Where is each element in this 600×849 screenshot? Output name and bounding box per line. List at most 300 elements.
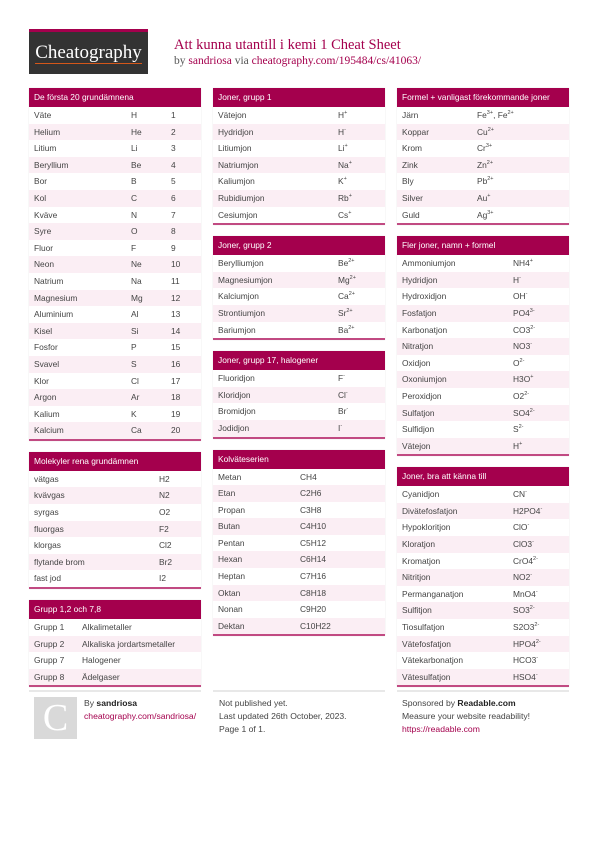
cell-formula	[154, 537, 201, 554]
cell-name: Hexan	[218, 554, 243, 565]
formula-base: Cu	[477, 126, 488, 137]
cell-name: Divätefosfatjon	[402, 505, 458, 516]
formula-base: O	[513, 357, 520, 368]
cell-formula	[508, 388, 569, 405]
formula-base: Li	[338, 143, 345, 154]
cell-name: Cesiumjon	[218, 209, 258, 220]
table-row	[397, 636, 569, 653]
cell-name: Natriumjon	[218, 159, 259, 170]
table-row	[397, 140, 569, 157]
formula-base: Cs	[338, 209, 349, 220]
charge-superscript: +	[348, 209, 352, 216]
cell-formula	[333, 255, 385, 272]
table-row	[213, 255, 385, 272]
cell-name: Sulfatjon	[402, 407, 435, 418]
author-link[interactable]: sandriosa	[188, 55, 232, 67]
cell-formula	[77, 619, 201, 636]
cell-name: Kloratjon	[402, 539, 436, 550]
cell-formula	[154, 487, 201, 504]
table-row	[29, 570, 201, 587]
cell-number: 1	[171, 110, 176, 120]
formula-base: CN	[513, 489, 526, 500]
cell-formula	[154, 570, 201, 587]
cell-number: 11	[171, 275, 180, 286]
table-row	[29, 173, 201, 190]
cell-name: Bor	[34, 176, 48, 187]
cell-formula	[508, 652, 569, 669]
footer-divider	[29, 690, 201, 692]
cell-formula	[333, 272, 385, 289]
cell-formula	[508, 619, 569, 636]
cell-number: 5	[171, 176, 176, 187]
footer-sponsor: Sponsored by Readable.com Measure your website readability! https://readable.com	[402, 698, 531, 734]
formula-base: HPO4	[513, 638, 536, 649]
cell-name: Kalium	[34, 408, 60, 419]
table-row	[29, 554, 201, 571]
cell-name: Svavel	[34, 358, 60, 369]
cell-name: Nitratjon	[402, 341, 434, 352]
cell-name: Hypokloritjon	[402, 522, 451, 533]
cell-name: Kalciumjon	[218, 291, 259, 302]
cell-name: Litium	[34, 143, 57, 154]
cell-name: Tiosulfatjon	[402, 622, 445, 633]
charge-superscript: 3+	[487, 209, 494, 216]
table-row	[397, 619, 569, 636]
cell-number: 8	[171, 226, 176, 237]
sponsor-name[interactable]: Readable.com	[457, 698, 516, 708]
section-title: Joner, grupp 17, halogener	[213, 351, 385, 370]
cell-formula	[508, 519, 569, 536]
formula-base: Pb	[477, 176, 488, 187]
footer-divider	[213, 690, 385, 692]
charge-superscript: -	[343, 373, 345, 380]
cell-formula	[472, 124, 569, 141]
column-2	[213, 88, 385, 647]
cell-symbol: Be	[131, 159, 142, 170]
cell-symbol: S	[131, 358, 137, 369]
charge-superscript: +	[348, 192, 352, 199]
cell-name: Sulfidjon	[402, 424, 435, 435]
formula-base: Ca	[338, 291, 349, 302]
table-row	[213, 305, 385, 322]
cell-formula	[295, 518, 385, 535]
cell-formula	[508, 438, 569, 455]
table-row	[397, 207, 569, 224]
formula-base: Zn	[477, 159, 487, 170]
formula-base: CO3	[513, 324, 531, 335]
table-row	[29, 223, 201, 240]
cell-name: Jodidjon	[218, 422, 250, 433]
charge-superscript: -	[525, 489, 527, 496]
formula-base: F2	[159, 523, 169, 534]
cell-number: 15	[171, 342, 181, 353]
charge-superscript: -	[540, 505, 543, 512]
cell-name: Nonan	[218, 604, 243, 615]
cell-name: Aluminium	[34, 309, 74, 320]
cell-name: Oxidjon	[402, 357, 431, 368]
cell-formula	[333, 403, 385, 420]
cell-number: 13	[171, 309, 181, 320]
cell-name: Klor	[34, 375, 49, 386]
formula-base: Rb	[338, 192, 349, 203]
table-row	[213, 585, 385, 602]
table-row	[213, 322, 385, 339]
cell-formula	[333, 420, 385, 437]
formula-base: C3H8	[300, 504, 322, 515]
table-row	[213, 124, 385, 141]
cell-formula	[508, 602, 569, 619]
formula-base: PO4	[513, 307, 530, 318]
charge-superscript: -	[519, 274, 521, 281]
formula-base: NO3	[513, 341, 531, 352]
cell-name: Vätejon	[402, 440, 431, 451]
charge-superscript: -	[530, 341, 533, 348]
cell-name: Vätefosfatjon	[402, 638, 451, 649]
cell-formula	[333, 140, 385, 157]
cell-symbol: B	[131, 176, 137, 187]
sponsor-link[interactable]: https://readable.com	[402, 724, 480, 734]
cell-formula	[333, 124, 385, 141]
cell-name: Koppar	[402, 126, 430, 137]
table-row	[29, 157, 201, 174]
section-title: Joner, grupp 2	[213, 236, 385, 255]
table-row	[29, 140, 201, 157]
table-row	[29, 256, 201, 273]
table-row	[213, 535, 385, 552]
cell-name: fluorgas	[34, 523, 64, 534]
charge-superscript: +	[529, 258, 533, 265]
cell-formula	[333, 370, 385, 387]
cell-symbol: Mg	[131, 292, 143, 303]
cell-formula	[472, 173, 569, 190]
cell-name: kvävgas	[34, 490, 65, 501]
formula-base: C6H14	[300, 554, 327, 565]
cell-name: syrgas	[34, 507, 59, 518]
table-row	[397, 405, 569, 422]
table-row	[397, 569, 569, 586]
cell-formula	[295, 585, 385, 602]
table-row	[213, 551, 385, 568]
formula-base: O2	[159, 507, 171, 518]
cell-formula	[295, 601, 385, 618]
section-title: De första 20 grundämnena	[29, 88, 201, 107]
cell-formula	[295, 485, 385, 502]
table-row	[29, 323, 201, 340]
cell-symbol: Cl	[131, 375, 139, 386]
formula-base: Au	[477, 192, 488, 203]
charge-superscript: -	[530, 572, 533, 579]
section-title: Joner, bra att känna till	[397, 467, 569, 486]
cell-name: Grupp 7	[34, 655, 65, 666]
cell-name: Heptan	[218, 571, 246, 582]
section-title: Molekyler rena grundämnen	[29, 452, 201, 471]
cell-name: Sulfitjon	[402, 605, 432, 616]
table-row	[29, 636, 201, 653]
cell-name: Hydridjon	[402, 274, 438, 285]
cell-name: Dektan	[218, 620, 245, 631]
table-row	[29, 504, 201, 521]
formula-base: H	[338, 110, 345, 120]
cell-formula	[508, 305, 569, 322]
cell-formula	[333, 207, 385, 224]
table-row	[397, 371, 569, 388]
table-row	[397, 438, 569, 455]
table-row	[29, 207, 201, 224]
cell-name: Magnesium	[34, 292, 78, 303]
section-title: Joner, grupp 1	[213, 88, 385, 107]
cell-number: 17	[171, 375, 181, 386]
table-row	[397, 669, 569, 686]
footer-author: By sandriosa cheatography.com/sandriosa/	[84, 698, 197, 721]
cell-name: Nitritjon	[402, 572, 431, 583]
formula-base: I	[338, 422, 341, 433]
cell-name: vätgas	[34, 473, 59, 484]
charge-superscript: 2+	[486, 159, 494, 166]
charge-superscript: 2-	[535, 638, 541, 645]
table-row	[213, 140, 385, 157]
cell-formula	[77, 636, 201, 653]
section-joner-grupp17	[213, 351, 385, 438]
section-formel-joner	[397, 88, 569, 225]
cell-formula	[472, 107, 569, 124]
charge-superscript: 2+	[348, 291, 355, 298]
table-row	[397, 288, 569, 305]
cell-name: Silver	[402, 192, 423, 203]
charge-superscript: 3-	[529, 307, 535, 314]
cell-name: Krom	[402, 143, 423, 154]
formula-base: I2	[159, 573, 166, 584]
cell-name: Fluoridjon	[218, 373, 255, 384]
cell-number: 12	[171, 292, 181, 303]
charge-superscript: +	[344, 110, 348, 116]
cell-formula	[508, 421, 569, 438]
cell-name: Guld	[402, 209, 420, 220]
cell-name: Bariumjon	[218, 324, 256, 335]
cell-formula	[333, 173, 385, 190]
page-title: Att kunna utantill i kemi 1 Cheat Sheet	[174, 37, 401, 53]
cell-name: Fosfor	[34, 342, 58, 353]
cell-name: Bromidjon	[218, 406, 256, 417]
table-row	[29, 190, 201, 207]
cell-formula	[472, 157, 569, 174]
cell-number: 6	[171, 192, 176, 203]
formula-base: C8H18	[300, 587, 327, 598]
cell-formula	[472, 190, 569, 207]
formula-base: Na	[338, 159, 349, 170]
table-row	[29, 652, 201, 669]
table-row	[213, 618, 385, 635]
charge-superscript: +	[519, 440, 523, 447]
table-row	[29, 273, 201, 290]
formula-base: Cl	[338, 389, 346, 400]
footer-author-link[interactable]: cheatography.com/sandriosa/	[84, 711, 197, 721]
cheatography-logo[interactable]	[29, 29, 148, 74]
cell-formula	[77, 652, 201, 669]
table-row	[397, 255, 569, 272]
table-row	[29, 339, 201, 356]
section-grundamnen	[29, 88, 201, 441]
cell-name: Etan	[218, 488, 236, 499]
cell-name: Karbonatjon	[402, 324, 448, 335]
formula-base: SO3	[513, 605, 530, 616]
cell-name: Syre	[34, 226, 52, 237]
charge-superscript: 2-	[533, 555, 538, 562]
cell-name: Metan	[218, 471, 242, 482]
table-row	[397, 305, 569, 322]
title-block	[174, 37, 421, 69]
cell-number: 2	[171, 126, 176, 137]
cell-formula	[154, 471, 201, 488]
cell-formula	[508, 569, 569, 586]
table-row	[397, 355, 569, 372]
sponsor-tagline: Measure your website readability!	[402, 711, 531, 721]
table-row	[397, 586, 569, 603]
cell-name: Oxoniumjon	[402, 374, 447, 385]
cell-name: Hydridjon	[218, 126, 254, 137]
section-molekyler	[29, 452, 201, 589]
formula-base: Mg	[338, 274, 350, 285]
table-row	[397, 124, 569, 141]
table-row	[397, 503, 569, 520]
byline: by sandriosa via cheatography.com/195484/cs/41063/	[174, 55, 422, 67]
cell-number: 18	[171, 392, 181, 403]
formula-base: C5H12	[300, 537, 327, 548]
charge-superscript: 2-	[529, 605, 535, 612]
charge-superscript: -	[536, 655, 539, 662]
table-row	[213, 107, 385, 124]
section-joner-grupp1	[213, 88, 385, 225]
cell-formula	[295, 502, 385, 519]
charge-superscript: 2+	[348, 324, 355, 331]
cell-formula	[508, 255, 569, 272]
cell-formula	[333, 387, 385, 404]
section-title: Fler joner, namn + formel	[397, 236, 569, 255]
table-row	[397, 652, 569, 669]
cell-name: Oktan	[218, 587, 241, 598]
cell-symbol: Ar	[131, 392, 140, 403]
table-row	[397, 519, 569, 536]
charge-superscript: -	[532, 539, 534, 546]
cell-name: Litiumjon	[218, 143, 252, 154]
cell-formula	[154, 554, 201, 571]
formula-base: Sr	[338, 307, 347, 318]
cell-number: 9	[171, 242, 176, 253]
table-row	[213, 288, 385, 305]
formula-base: Ag	[477, 209, 488, 220]
charge-superscript: 2-	[534, 622, 540, 629]
table-row	[397, 107, 569, 124]
table-row	[397, 553, 569, 570]
table-row	[213, 370, 385, 387]
table-row	[29, 240, 201, 257]
cell-name: fast jod	[34, 573, 62, 584]
cell-symbol: H	[131, 110, 138, 120]
cell-formula	[508, 405, 569, 422]
cell-symbol: He	[131, 126, 142, 137]
formula-base: O2	[513, 390, 525, 401]
cell-formula	[508, 322, 569, 339]
formula-base: Alkaliska jordartsmetaller	[82, 638, 176, 649]
charge-superscript: 2-	[529, 407, 535, 414]
cell-name: Kromatjon	[402, 555, 441, 566]
formula-base: SO4	[513, 407, 530, 418]
cell-symbol: Ca	[131, 425, 142, 436]
sheet-url-link[interactable]: cheatography.com/195484/cs/41063/	[251, 55, 422, 67]
cell-formula	[508, 586, 569, 603]
cell-name: Ammoniumjon	[402, 258, 456, 269]
formula-base: C10H22	[300, 620, 331, 631]
table-row	[397, 272, 569, 289]
charge-superscript: -	[346, 406, 349, 413]
table-row	[213, 568, 385, 585]
cell-name: Kloridjon	[218, 389, 251, 400]
charge-superscript: +	[487, 192, 491, 199]
charge-superscript: 2-	[530, 324, 536, 331]
formula-base: ClO	[513, 522, 528, 533]
cell-name: Zink	[402, 159, 418, 170]
cell-number: 16	[171, 358, 181, 369]
formula-base: H	[513, 274, 520, 285]
table-row	[29, 487, 201, 504]
formula-base: Br	[338, 406, 347, 417]
cell-name: Berylliumjon	[218, 258, 264, 269]
cell-formula	[295, 618, 385, 635]
formula-base: Alkalimetaller	[82, 622, 132, 633]
cell-number: 4	[171, 159, 176, 170]
cell-symbol: K	[131, 408, 137, 419]
cell-formula	[508, 669, 569, 686]
charge-superscript: -	[345, 389, 348, 396]
table-row	[397, 173, 569, 190]
cell-name: Propan	[218, 504, 246, 515]
cell-symbol: Al	[131, 309, 139, 320]
section-title: Formel + vanligast förekommande joner	[397, 88, 569, 107]
cell-formula	[154, 504, 201, 521]
charge-superscript: +	[344, 143, 348, 150]
formula-base: C7H16	[300, 571, 327, 582]
charge-superscript: -	[525, 291, 528, 298]
table-row	[213, 420, 385, 437]
table-row	[213, 403, 385, 420]
cell-formula	[295, 551, 385, 568]
table-row	[213, 518, 385, 535]
cell-name: Magnesiumjon	[218, 274, 273, 285]
table-row	[397, 388, 569, 405]
charge-superscript: 2+	[348, 258, 355, 265]
table-row	[29, 619, 201, 636]
table-row	[29, 306, 201, 323]
cell-name: Pentan	[218, 537, 245, 548]
cell-name: Kol	[34, 192, 47, 203]
charge-superscript: 2+	[507, 110, 514, 116]
table-row	[213, 173, 385, 190]
formula-base: CrO4	[513, 555, 534, 566]
charge-superscript: -	[535, 671, 538, 678]
footer-author-name[interactable]: sandriosa	[96, 698, 138, 708]
charge-superscript: 2-	[519, 357, 525, 364]
formula-base: HSO4	[513, 671, 536, 682]
author-avatar[interactable]: C	[34, 697, 77, 739]
formula-base: ClO3	[513, 539, 533, 550]
cell-symbol: N	[131, 209, 138, 220]
table-row	[29, 406, 201, 423]
charge-superscript: +	[530, 374, 534, 381]
formula-base: Ädelgaser	[82, 671, 120, 682]
charge-superscript: 3+	[486, 110, 494, 116]
cell-formula	[333, 107, 385, 124]
cell-name: Cyanidjon	[402, 489, 440, 500]
table-row	[397, 602, 569, 619]
